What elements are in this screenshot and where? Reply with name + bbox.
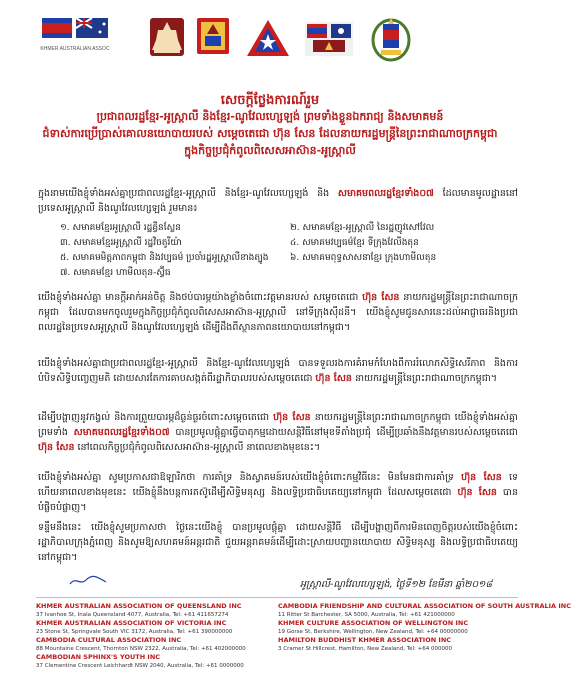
footer-org-heading: CAMBODIA FRIENDSHIP AND CULTURAL ASSOCIATION OF SOUTH AUSTRALIA INC [278, 602, 571, 610]
paragraph-concern-text: យើងខ្ញុំទាំងអស់គ្នា មានក្តីអាក់អន់ចិត្ត និងថប់បារម្ភយ៉ាងខ្លាំងចំពោះវត្តមានរបស់ សម្តេចតេជោ [38, 292, 359, 303]
paragraph-declaration-text: យើងខ្ញុំទាំងអស់គ្នា សូមប្រកាសជាឱឡារិកថា ការគាំទ្រ និងស្វាគមន៍របស់យើងខ្ញុំចំពោះកម្មវិធីនេះ មិនមែនជាការគាំទ្រ [38, 472, 454, 483]
statement-subtitle-3: ក្នុងកិច្ចប្រជុំកំពូលពិសេសអាស៊ាន-អូស្ត្រាលី [184, 144, 356, 157]
wreath-crest-icon [370, 14, 412, 62]
paragraph-protest-highlight-3: ហ៊ុន សែន [38, 442, 75, 453]
paragraph-protest-mid: នាយករដ្ឋមន្ត្រីនៃព្រះរាជាណាចក្រកម្ពុជា យើងខ្ញុំទាំងអស់គ្នា ព្រមទាំង [38, 412, 518, 438]
list-item [60, 237, 520, 252]
flags-emblem-logo [305, 22, 353, 56]
footer-column-right [278, 602, 571, 653]
paragraph-concern [38, 290, 518, 335]
paragraph-closing [38, 520, 518, 565]
khmer-queensland-logo [40, 12, 110, 62]
association-1: ១. សមាគមខ្មែរអូស្ត្រាលី រដ្ឋគ្វីនស្លែន [60, 223, 181, 233]
closing-place-date: អូស្ត្រាលី-ណូវែលហ្សេឡង់, ថ្ងៃទី១២ ខែមីនា ឆ្នាំ២០១៨ [300, 579, 493, 590]
temple-icon [150, 18, 184, 56]
paragraph-protest-highlight-2: សមាគមពលរដ្ឋខ្មែរទាំង០៧ [73, 427, 170, 438]
footer-column-left [36, 602, 276, 670]
association-list [60, 222, 520, 282]
footer-org-address: 37 Clementine Crescent Leichhardt NSW 2040, Australia, Tel: +61 0000000 [36, 663, 244, 669]
triangle-emblem-logo [245, 18, 291, 58]
association-6: ៦. សមាគមពុទ្ធសាសនាខ្មែរ ក្រុងហាមីលតុន [290, 253, 437, 263]
association-4: ៤. សមាគមវប្បធម៌ខ្មែរ ទីក្រុងវែលីងតុន [290, 238, 419, 248]
footer-addresses [36, 597, 571, 696]
footer-org-address: 19 Gorse St, Berkshire, Wellington, New Zealand, Tel: +64 00000000 [278, 629, 468, 635]
australia-cambodia-flags-icon [40, 12, 110, 56]
footer-org-address: 11 Ritter St Barchester, SA 5000, Australia, Tel: +61 421000000 [278, 612, 455, 618]
footer-org-address: 37 Ivanhoe St, Inala Queensland 4077, Australia, Tel: +61 411657274 [36, 612, 229, 618]
paragraph-concern-tail: នាយករដ្ឋមន្ត្រីនៃព្រះរាជាណាចក្រកម្ពុជា ដែលបានមកចូលរួមក្នុងកិច្ចប្រជុំកំពូលពិសេសអាស៊ាន-អូស្ត្រាលី នៅទីក្រុងស៊ីដនី។ យើងខ្ញុំសូមជូនសារនេះដល់អាជ្ញាធរនិងប្រជាពលរដ្ឋនៃប្រទេសអូស្ត្រាលី និងណូវែលហ្សេឡង់ ដើម្បីដឹងពីស្ថានភាពនយោបាយនៅកម្ពុជា។ [38, 292, 518, 333]
paragraph-declaration [38, 470, 518, 515]
paragraph-threat-highlight: ហ៊ុន សែន [315, 373, 352, 384]
association-2: ២. សមាគមខ្មែរ-អូស្ត្រាលី នៃរដ្ឋញូវសៅវែល [290, 223, 435, 233]
triangle-star-icon [245, 18, 291, 58]
paragraph-threat-text: យើងខ្ញុំទាំងអស់គ្នាជាប្រជាពលរដ្ឋខ្មែរ-អូស្ត្រាលី និងខ្មែរ-ណូវែលហ្សេឡង់ បានទទួលរងការគំរាមកំហែងពីការរំលោភសិទ្ធិសេរីភាព និងការបំបិទសិទ្ធិបញ្ចេញមតិ ដោយសារតែការគាបសង្កត់ពីរដ្ឋាភិបាលរបស់សម្តេចតេជោ [38, 358, 518, 384]
paragraph-intro-highlight: សមាគមពលរដ្ឋខ្មែរទាំង០៧ [337, 188, 434, 199]
paragraph-protest-highlight-1: ហ៊ុន សែន [273, 412, 311, 423]
logo-strip [0, 0, 540, 80]
paragraph-protest-mid-2: បានប្រមូលផ្តុំគ្នាធ្វើបាតុកម្មដោយសន្តិវិធីនៅមុខទីតាំងប្រជុំ ដើម្បីប្រឆាំងនឹងវត្តមានរបស់សម្តេចតេជោ [175, 427, 518, 438]
paragraph-declaration-tail: បានបំផ្លិចបំផ្លាញ។ [38, 487, 518, 513]
temple-emblem-logo [150, 18, 184, 56]
kovac-emblem-logo [195, 16, 231, 56]
footer-org-heading: KHMER AUSTRALIAN ASSOCIATION OF VICTORIA INC [36, 619, 227, 627]
footer-org-address: 3 Cramer St Hillcrest, Hamilton, New Zealand, Tel: +64 000000 [278, 646, 453, 652]
footer-org-address: 88 Mountaine Crescent, Thornton NSW 2322, Australia, Tel: +61 402000000 [36, 646, 246, 652]
paragraph-intro-tail: ដែលមានមូលដ្ឋាននៅប្រទេសអូស្ត្រាលី និងណូវែលហ្សេឡង់ រួមមាន៖ [38, 188, 518, 214]
footer-org-heading: CAMBODIA CULTURAL ASSOCIATION INC [36, 636, 182, 644]
paragraph-protest [38, 410, 518, 455]
footer-org-heading: CAMBODIAN SPHINX'S YOUTH INC [36, 653, 161, 661]
list-item [60, 267, 520, 282]
paragraph-intro [38, 186, 518, 216]
footer-org-heading: KHMER CULTURE ASSOCIATION OF WELLINGTON INC [278, 619, 469, 627]
crossed-flags-icon [305, 22, 353, 56]
crown-emblem-icon [195, 16, 231, 56]
paragraph-concern-highlight: ហ៊ុន សែន [362, 292, 400, 303]
statement-title: សេចក្តីថ្លែងការណ៍រួម [220, 93, 320, 108]
wreath-emblem-logo [370, 14, 412, 62]
association-7: ៧. សមាគមខ្មែរ ហាមីលតុន-ស្វ៊ីធ [60, 268, 171, 278]
signature-scribble-icon [68, 574, 108, 588]
paragraph-threat-tail: នាយករដ្ឋមន្ត្រីនៃព្រះរាជាណាចក្រកម្ពុជា។ [354, 373, 498, 384]
paragraph-intro-text: ក្នុងនាមយើងខ្ញុំទាំងអស់គ្នាប្រជាពលរដ្ឋខ្មែរ-អូស្ត្រាលី និងខ្មែរ-ណូវែលហ្សេឡង់ និង [38, 188, 330, 199]
statement-subtitle-2: ជំទាស់ការប្រើប្រាស់គោលនយោបាយរបស់ សម្តេចតេជោ ហ៊ុន សែន ដែលនាយករដ្ឋមន្ត្រីនៃព្រះរាជាណាចក្រកម្ពុជា [42, 127, 498, 140]
footer-org-heading: KHMER AUSTRALIAN ASSOCIATION OF QUEENSLAND INC [36, 602, 242, 610]
paragraph-declaration-highlight-1: ហ៊ុន សែន [461, 472, 502, 483]
svg-text:KHMER AUSTRALIAN ASSOC: KHMER AUSTRALIAN ASSOC [40, 46, 110, 52]
list-item [60, 252, 520, 267]
paragraph-protest-text: ដើម្បីបង្ហាញនូវកង្វល់ និងការព្រួយបារម្ភដ៏ធ្ងន់ធ្ងរចំពោះសម្តេចតេជោ [38, 412, 270, 423]
association-8 [290, 267, 520, 282]
footer-org-heading: HAMILTON BUDDHIST KHMER ASSOCIATION INC [278, 636, 452, 644]
paragraph-declaration-highlight-2: ហ៊ុន សែន [457, 487, 497, 498]
paragraph-declaration-mid: ទេ ហើយនាពេលខាងមុខនេះ យើងខ្ញុំនឹងបន្តការតស៊ូដើម្បីសិទ្ធិមនុស្ស និងលទ្ធិប្រជាធិបតេយ្យនៅកម្ពុជា ដែលសម្តេចតេជោ [38, 472, 518, 498]
association-3: ៣. សមាគមខ្មែរអូស្ត្រាលី រដ្ឋវិចតូរីយ៉ា [60, 238, 182, 248]
statement-subtitle-1: ប្រជាពលរដ្ឋខ្មែរ-អូស្ត្រាលី និងខ្មែរ-ណូវែលហ្សេឡង់ ព្រមទាំងខ្លួនឯករាជ្យ និងសមាគមន៍ [96, 110, 444, 123]
footer-org-address: 23 Stone St, Springvale South VIC 3172, Australia, Tel: +61 390000000 [36, 629, 233, 635]
list-item [60, 222, 520, 237]
association-5: ៥. សមាគមមិត្តភាពកម្ពុជា និងវប្បធម៌ ប្រចាំរដ្ឋអូស្ត្រាលីខាងត្បូង [60, 253, 269, 263]
paragraph-protest-tail: នៅពេលកិច្ចប្រជុំកំពូលពិសេសអាស៊ាន-អូស្ត្រាលី នាពេលខាងមុខនេះ។ [77, 442, 321, 453]
paragraph-closing-text: ទន្ទឹមនឹងនេះ យើងខ្ញុំសូមប្រកាសថា ថ្ងៃនេះយើងខ្ញុំ បានប្រមូលផ្តុំគ្នា ដោយសន្តិវិធី ដើម្បីបង្ហាញពីការមិនពេញចិត្តរបស់យើងខ្ញុំចំពោះរដ្ឋាភិបាលក្រុងភ្នំពេញ និងសូមឱ្យសហគមន៍អន្តរជាតិ ជួយអន្តរាគមន៍ដើម្បីដោះស្រាយបញ្ហានយោបាយ សិទ្ធិមនុស្ស និងលទ្ធិប្រជាធិបតេយ្យនៅកម្ពុជា។ [38, 522, 518, 563]
paragraph-threat [38, 356, 518, 386]
